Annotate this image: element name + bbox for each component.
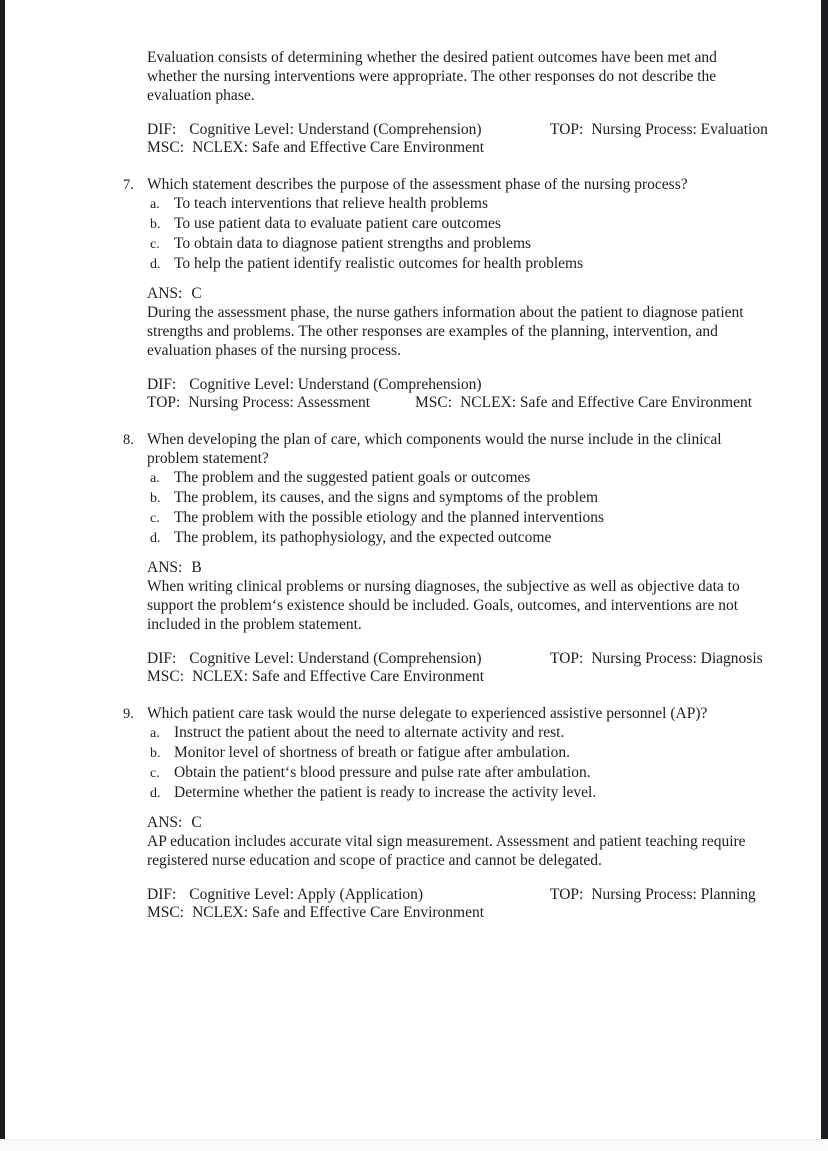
meta-line-dif-top xyxy=(147,121,768,139)
option-row xyxy=(150,254,763,274)
page-bottom-edge xyxy=(0,1139,828,1151)
top-entry xyxy=(550,886,756,904)
dif-value: Cognitive Level: Understand (Comprehension) xyxy=(189,121,482,138)
answer-block xyxy=(147,284,763,360)
meta-block xyxy=(147,650,763,686)
meta-line-msc xyxy=(147,139,763,157)
dif-value: Cognitive Level: Understand (Comprehension) xyxy=(189,376,482,393)
option-text: To obtain data to diagnose patient strengths and problems xyxy=(174,235,532,252)
top-entry xyxy=(550,650,763,668)
msc-tag: MSC: xyxy=(147,904,185,921)
top-value: Nursing Process: Diagnosis xyxy=(591,650,763,667)
rationale-text: AP education includes accurate vital sign measurement. Assessment and patient teaching require registered nurse education and scope of practice and cannot be delegated. xyxy=(147,833,746,869)
option-row xyxy=(150,234,763,254)
top-value: Nursing Process: Assessment xyxy=(188,394,371,411)
option-letter: d. xyxy=(150,786,161,801)
option-letter: d. xyxy=(150,531,161,546)
top-tag: TOP: xyxy=(147,394,181,411)
option-row xyxy=(150,468,763,488)
question-head xyxy=(123,430,763,468)
msc-value: NCLEX: Safe and Effective Care Environment xyxy=(192,139,485,156)
question-block xyxy=(123,430,763,686)
option-row xyxy=(150,508,763,528)
option-letter: b. xyxy=(150,491,161,506)
option-row xyxy=(150,743,763,763)
dif-value: Cognitive Level: Apply (Application) xyxy=(189,886,424,903)
top-tag: TOP: xyxy=(550,121,584,138)
document-page xyxy=(123,48,768,922)
dif-tag: DIF: xyxy=(147,376,177,393)
option-text: The problem with the possible etiology and the planned interventions xyxy=(174,509,605,526)
top-value: Nursing Process: Evaluation xyxy=(591,121,768,138)
option-text: Determine whether the patient is ready to increase the activity level. xyxy=(174,784,597,801)
option-letter: a. xyxy=(150,471,160,486)
options-list xyxy=(147,723,763,803)
msc-tag: MSC: xyxy=(147,139,185,156)
option-letter: a. xyxy=(150,197,160,212)
question-number: 8. xyxy=(123,432,134,448)
option-row xyxy=(150,783,763,803)
answer-label: ANS: xyxy=(147,285,183,302)
top-entry xyxy=(550,121,768,139)
rationale-text: Evaluation consists of determining whether the desired patient outcomes have been met and whether the nursing interventions were appropriate. The other responses do not describe the evaluation phase. xyxy=(147,49,717,104)
option-row xyxy=(150,528,763,548)
question-stem: Which patient care task would the nurse delegate to experienced assistive personnel (AP)? xyxy=(147,705,708,722)
msc-tag: MSC: xyxy=(147,668,185,685)
options-list xyxy=(147,194,763,274)
answer-line xyxy=(147,558,763,577)
dif-value: Cognitive Level: Understand (Comprehension) xyxy=(189,650,482,667)
answer-value: C xyxy=(191,285,202,302)
msc-value: NCLEX: Safe and Effective Care Environment xyxy=(192,904,485,921)
viewer-gutter-right xyxy=(821,0,828,1140)
msc-tag: MSC: xyxy=(415,394,453,411)
answer-line xyxy=(147,813,763,832)
meta-line-msc xyxy=(147,904,763,922)
answer-block xyxy=(147,558,763,634)
msc-value: NCLEX: Safe and Effective Care Environment xyxy=(460,394,753,411)
question-number: 7. xyxy=(123,177,134,193)
option-text: Obtain the patient‘s blood pressure and pulse rate after ambulation. xyxy=(174,764,591,781)
msc-value: NCLEX: Safe and Effective Care Environment xyxy=(192,668,485,685)
answer-value: C xyxy=(191,814,202,831)
meta-line-dif-top xyxy=(147,886,763,904)
dif-tag: DIF: xyxy=(147,886,177,903)
meta-line-msc xyxy=(147,668,763,686)
option-text: The problem, its pathophysiology, and the expected outcome xyxy=(174,529,552,546)
option-letter: c. xyxy=(150,237,160,252)
question-number: 9. xyxy=(123,706,134,722)
rationale-text: During the assessment phase, the nurse gathers information about the patient to diagnose patient strengths and problems. The other responses are examples of the planning, intervention, and evaluation phases of the nursing process. xyxy=(147,304,744,359)
option-row xyxy=(150,723,763,743)
option-letter: c. xyxy=(150,511,160,526)
option-text: Monitor level of shortness of breath or fatigue after ambulation. xyxy=(174,744,570,761)
meta-block xyxy=(147,376,763,412)
dif-tag: DIF: xyxy=(147,650,177,667)
meta-block xyxy=(147,886,763,922)
option-letter: d. xyxy=(150,257,161,272)
meta-line-dif xyxy=(147,376,763,394)
top-value: Nursing Process: Planning xyxy=(591,886,756,903)
option-row xyxy=(150,763,763,783)
option-text: The problem, its causes, and the signs and symptoms of the problem xyxy=(174,489,599,506)
option-text: Instruct the patient about the need to alternate activity and rest. xyxy=(174,724,565,741)
viewer-gutter-left xyxy=(0,0,5,1140)
meta-line-dif-top xyxy=(147,650,763,668)
answer-label: ANS: xyxy=(147,559,183,576)
meta-line-top-msc xyxy=(147,394,763,412)
question-head xyxy=(123,704,763,723)
answer-value: B xyxy=(191,559,202,576)
option-letter: c. xyxy=(150,766,160,781)
answer-line xyxy=(147,284,763,303)
option-text: To help the patient identify realistic outcomes for health problems xyxy=(174,255,584,272)
option-letter: b. xyxy=(150,746,161,761)
question-head xyxy=(123,175,763,194)
question-block xyxy=(123,704,763,922)
meta-block xyxy=(147,121,768,157)
option-letter: b. xyxy=(150,217,161,232)
answer-label: ANS: xyxy=(147,814,183,831)
question-stem: Which statement describes the purpose of the assessment phase of the nursing process? xyxy=(147,176,688,193)
option-text: To use patient data to evaluate patient care outcomes xyxy=(174,215,501,232)
option-row xyxy=(150,488,763,508)
msc-entry xyxy=(415,394,752,412)
question-stem: When developing the plan of care, which components would the nurse include in the clinical problem statement? xyxy=(147,431,722,467)
answer-block xyxy=(147,813,763,870)
option-text: To teach interventions that relieve health problems xyxy=(174,195,488,212)
question-block xyxy=(123,175,763,412)
option-row xyxy=(150,194,763,214)
top-tag: TOP: xyxy=(550,886,584,903)
options-list xyxy=(147,468,763,548)
option-row xyxy=(150,214,763,234)
option-letter: a. xyxy=(150,726,160,741)
option-text: The problem and the suggested patient goals or outcomes xyxy=(174,469,531,486)
rationale-text: When writing clinical problems or nursing diagnoses, the subjective as well as objective data to support the problem‘s existence should be included. Goals, outcomes, and interventions are not included in the problem statement. xyxy=(147,578,740,633)
dif-tag: DIF: xyxy=(147,121,177,138)
top-tag: TOP: xyxy=(550,650,584,667)
